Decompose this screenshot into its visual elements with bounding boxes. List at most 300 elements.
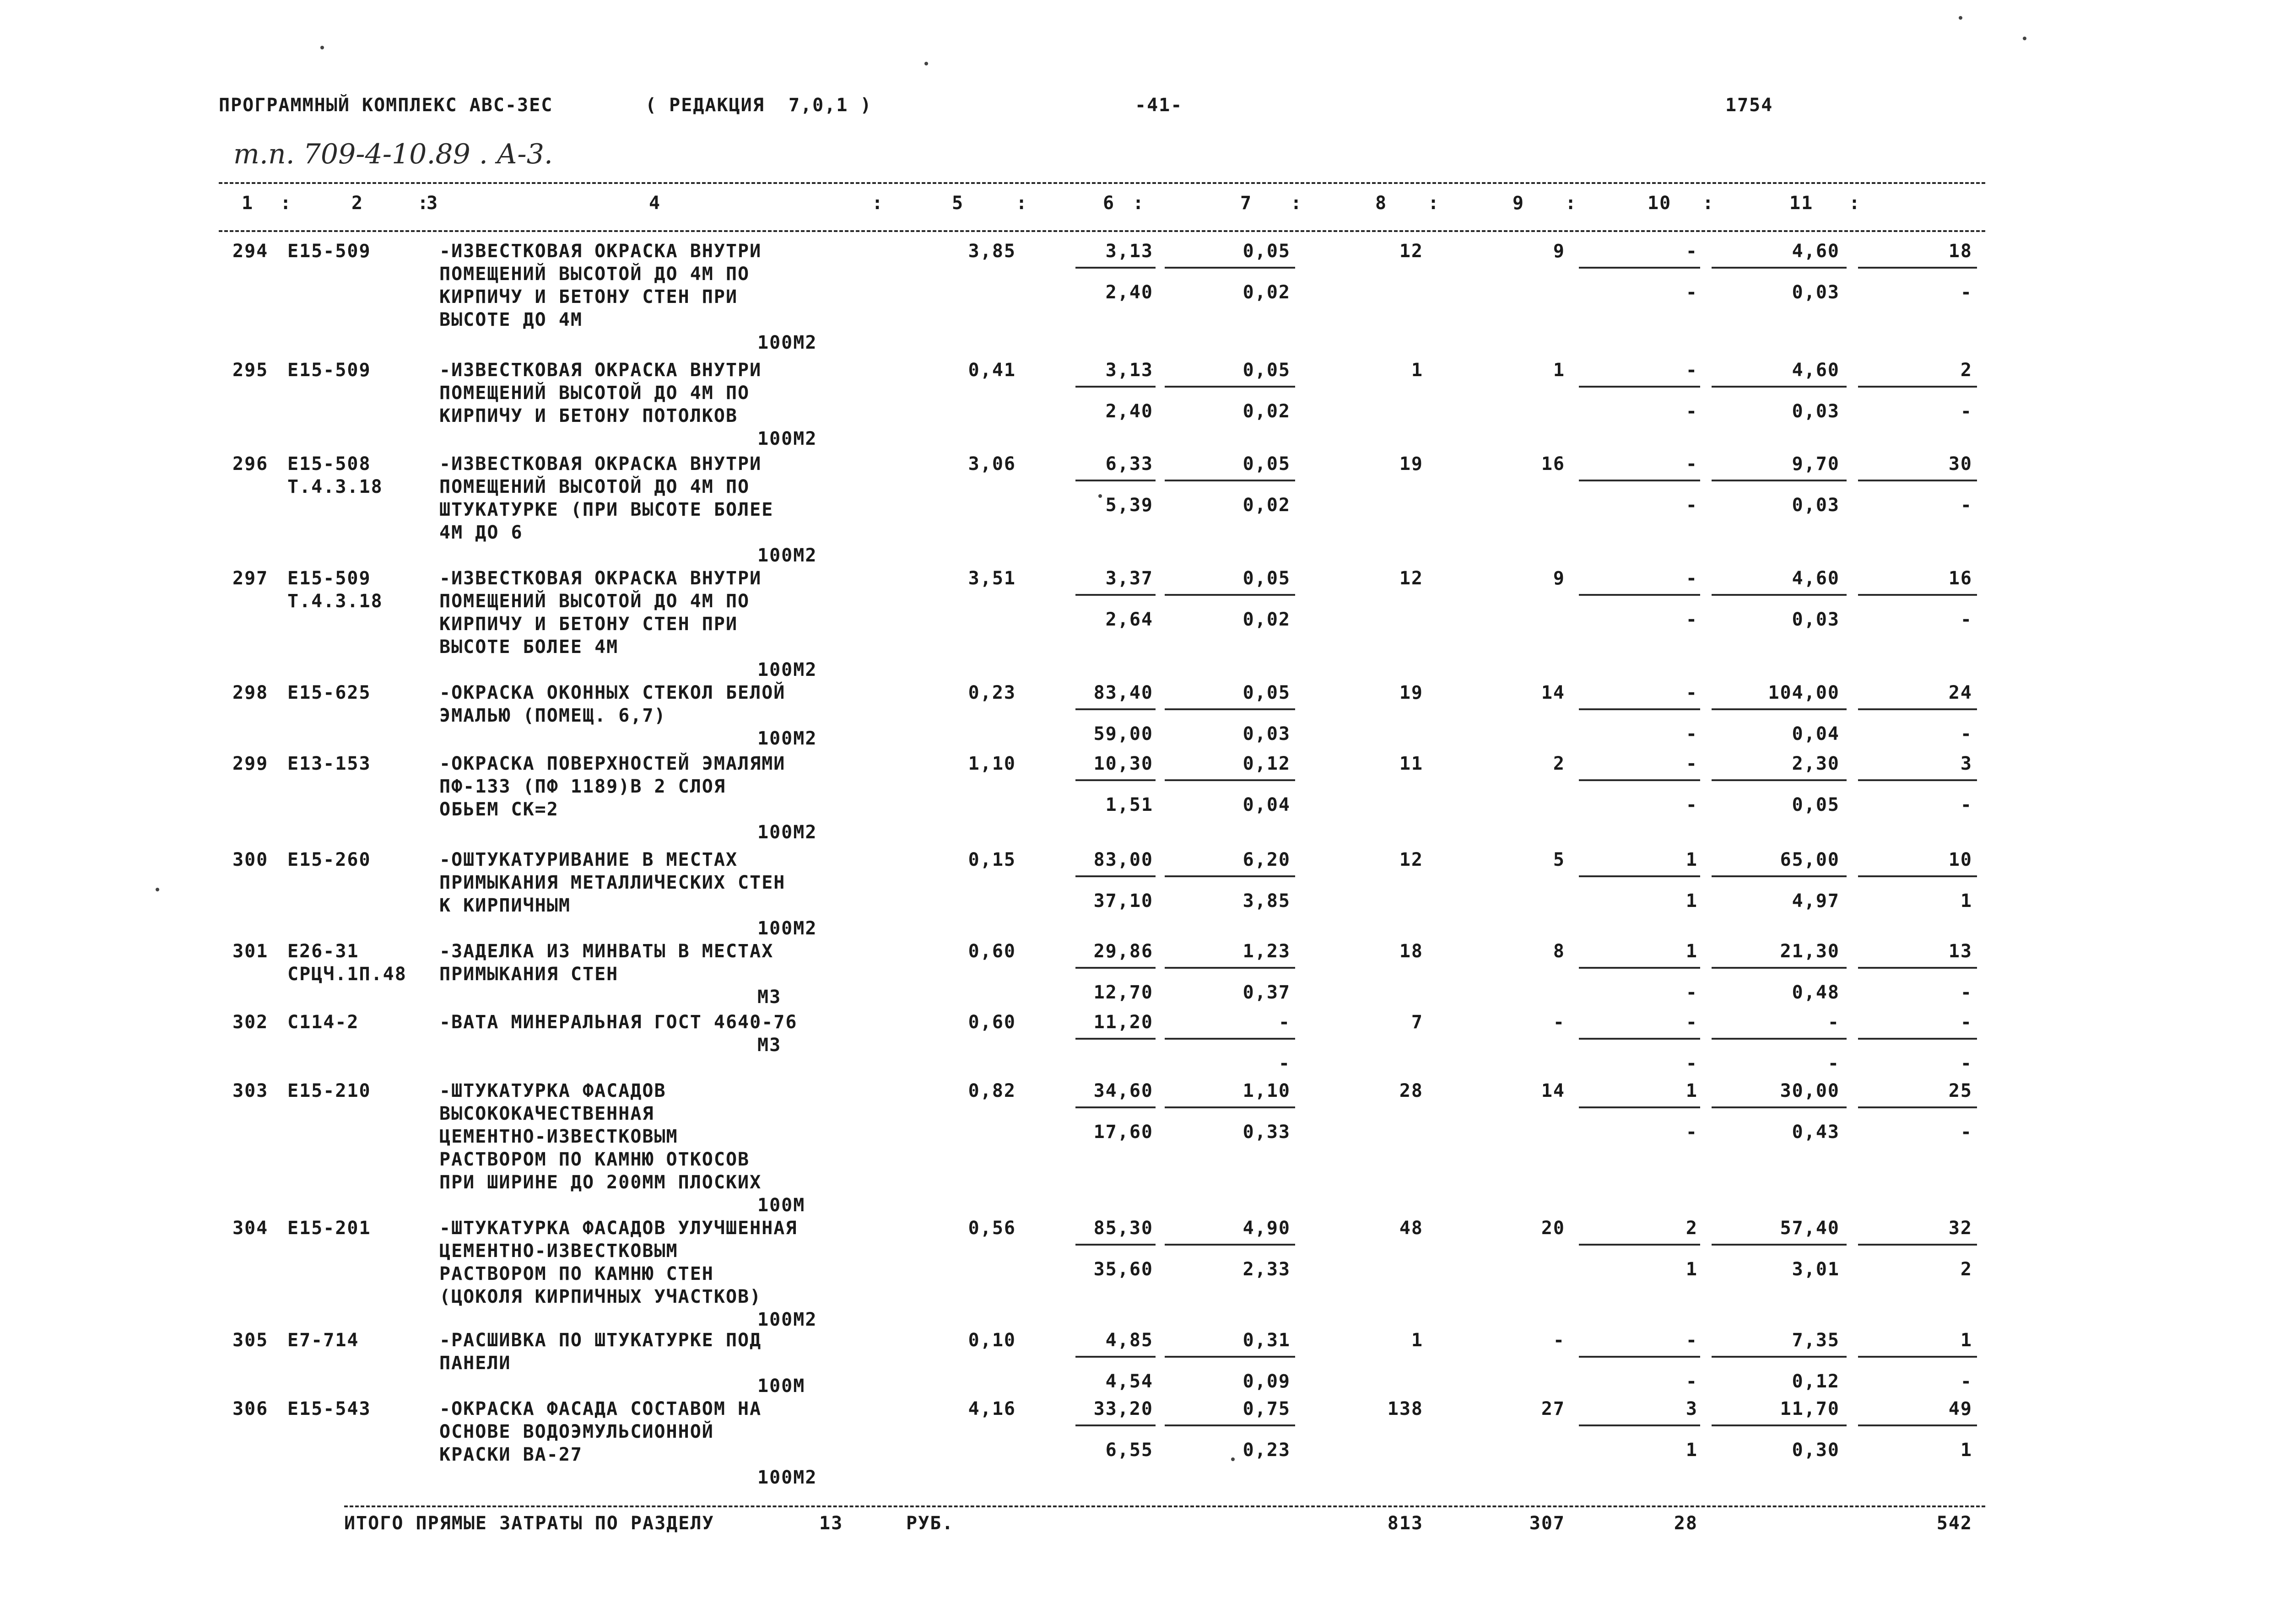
labor-total-machine: -	[1960, 1122, 1972, 1143]
labor-per-unit-machine: 0,05	[1792, 794, 1840, 815]
fraction-rule	[1579, 708, 1700, 710]
column-separator: :	[1849, 193, 1861, 214]
quantity: 0,15	[968, 849, 1016, 870]
fraction-rule	[1165, 386, 1295, 388]
quantity: 3,06	[968, 453, 1016, 475]
machine-wages-total: -	[1685, 401, 1698, 422]
rate-code: Е15-201	[287, 1218, 371, 1239]
work-description: ПАНЕЛИ	[439, 1353, 511, 1374]
fraction-rule	[1712, 1106, 1847, 1108]
total-cost-sum: 813	[1387, 1513, 1423, 1534]
scan-speck	[924, 62, 928, 65]
labor-total-machine: 1	[1960, 1440, 1972, 1461]
total-cost: 48	[1399, 1218, 1423, 1239]
rate-code: Е15-625	[287, 682, 371, 703]
row-number: 295	[232, 360, 269, 381]
labor-total: 25	[1948, 1080, 1972, 1101]
machine-wages-total: -	[1685, 723, 1698, 745]
scan-speck	[1231, 1457, 1235, 1461]
column-number: 11	[1789, 193, 1814, 214]
cost-per-unit: 29,86	[1093, 941, 1153, 962]
labor-per-unit: 65,00	[1780, 849, 1840, 870]
cost-per-unit: 34,60	[1093, 1080, 1153, 1101]
cost-per-unit-wages: 6,55	[1105, 1440, 1153, 1461]
machine-total: -	[1685, 1012, 1698, 1033]
work-description: -ШТУКАТУРКА ФАСАДОВ	[439, 1080, 666, 1101]
wages-total: 14	[1541, 682, 1565, 703]
total-cost: 28	[1399, 1080, 1423, 1101]
cost-per-unit: 83,40	[1093, 682, 1153, 703]
quantity: 0,23	[968, 682, 1016, 703]
row-number: 294	[232, 241, 269, 262]
fraction-rule	[1712, 1356, 1847, 1358]
cost-per-unit-wages: 12,70	[1093, 982, 1153, 1003]
machine-total: -	[1685, 753, 1698, 774]
fraction-rule	[1579, 386, 1700, 388]
rate-code: Т.4.3.18	[287, 591, 383, 612]
cost-per-unit: 3,13	[1105, 241, 1153, 262]
cost-per-unit: 85,30	[1093, 1218, 1153, 1239]
wages-total: 1	[1553, 360, 1565, 381]
unit-of-measure: 100М2	[757, 1309, 817, 1330]
row-number: 301	[232, 941, 269, 962]
fraction-rule	[1712, 1038, 1847, 1040]
column-number: 3	[427, 193, 439, 214]
unit-of-measure: 100М2	[757, 545, 817, 566]
total-cost: 7	[1411, 1012, 1423, 1033]
wages-total: -	[1553, 1330, 1565, 1351]
unit-of-measure: 100М2	[757, 428, 817, 449]
project-reference: т.п. 709-4-10.89 . А-3.	[233, 138, 553, 170]
quantity: 0,41	[968, 360, 1016, 381]
unit-of-measure: 100М2	[757, 728, 817, 749]
rate-code: СРЦЧ.1П.48	[287, 964, 407, 985]
fraction-rule	[1165, 1244, 1295, 1246]
machine-total: 1	[1685, 941, 1698, 962]
column-separator: :	[1565, 193, 1577, 214]
cost-per-unit-wages: 5,39	[1105, 495, 1153, 516]
labor-per-unit: 7,35	[1792, 1330, 1840, 1351]
machine-wages-total: -	[1685, 282, 1698, 303]
work-description: КИРПИЧУ И БЕТОНУ СТЕН ПРИ	[439, 614, 738, 635]
unit-of-measure: М3	[757, 1035, 782, 1056]
labor-total-machine: -	[1960, 723, 1972, 745]
work-description: КИРПИЧУ И БЕТОНУ ПОТОЛКОВ	[439, 405, 738, 426]
fraction-rule	[1579, 1244, 1700, 1246]
scan-speck	[1959, 16, 1962, 20]
work-description: ЦЕМЕНТНО-ИЗВЕСТКОВЫМ	[439, 1126, 678, 1147]
machine-cost: 4,90	[1242, 1218, 1291, 1239]
machine-cost-wages: 0,09	[1242, 1371, 1291, 1392]
fraction-rule	[1858, 875, 1977, 877]
fraction-rule	[1712, 594, 1847, 596]
machine-cost: 0,31	[1242, 1330, 1291, 1351]
fraction-rule	[1579, 1356, 1700, 1358]
work-description: ЭМАЛЬЮ (ПОМЕЩ. 6,7)	[439, 705, 666, 726]
labor-per-unit: -	[1827, 1012, 1840, 1033]
work-description: ВЫСОТЕ ДО 4М	[439, 309, 583, 330]
machine-cost: 0,05	[1242, 453, 1291, 475]
work-description: РАСТВОРОМ ПО КАМНЮ ОТКОСОВ	[439, 1149, 750, 1170]
quantity: 0,60	[968, 1012, 1016, 1033]
fraction-rule	[1712, 967, 1847, 969]
work-description: ПФ-133 (ПФ 1189)В 2 СЛОЯ	[439, 776, 726, 797]
work-description: ВЫСОТЕ БОЛЕЕ 4М	[439, 637, 619, 658]
labor-per-unit-machine: 0,03	[1792, 401, 1840, 422]
machine-cost-wages: 0,37	[1242, 982, 1291, 1003]
machine-cost-wages: 0,33	[1242, 1122, 1291, 1143]
machine-total: -	[1685, 568, 1698, 589]
fraction-rule	[1165, 708, 1295, 710]
total-cost: 18	[1399, 941, 1423, 962]
fraction-rule	[1579, 1038, 1700, 1040]
machine-cost-wages: 0,23	[1242, 1440, 1291, 1461]
total-cost: 12	[1399, 241, 1423, 262]
row-number: 298	[232, 682, 269, 703]
work-description: -ИЗВЕСТКОВАЯ ОКРАСКА ВНУТРИ	[439, 453, 762, 475]
labor-per-unit: 4,60	[1792, 360, 1840, 381]
quantity: 1,10	[968, 753, 1016, 774]
rate-code: Е7-714	[287, 1330, 359, 1351]
machine-cost-wages: 0,02	[1242, 495, 1291, 516]
header-rule-top	[219, 182, 1985, 184]
document-code: 1754	[1725, 95, 1773, 116]
labor-total: 49	[1948, 1398, 1972, 1419]
rate-code: Е26-31	[287, 941, 359, 962]
labor-per-unit-machine: 0,12	[1792, 1371, 1840, 1392]
machine-cost: 1,23	[1242, 941, 1291, 962]
fraction-rule	[1858, 708, 1977, 710]
labor-per-unit: 4,60	[1792, 241, 1840, 262]
labor-per-unit-machine: 4,97	[1792, 890, 1840, 912]
rate-code: С114-2	[287, 1012, 359, 1033]
labor-total: 13	[1948, 941, 1972, 962]
machine-wages-total: -	[1685, 495, 1698, 516]
labor-total-machine: -	[1960, 282, 1972, 303]
work-description: (ЦОКОЛЯ КИРПИЧНЫХ УЧАСТКОВ)	[439, 1286, 762, 1307]
fraction-rule	[1858, 480, 1977, 481]
fraction-rule	[1712, 386, 1847, 388]
page-number: -41-	[1135, 95, 1183, 116]
scan-speck	[2023, 37, 2026, 40]
column-separator: :	[1133, 193, 1145, 214]
labor-per-unit-machine: 0,03	[1792, 495, 1840, 516]
machine-total: 1	[1685, 1080, 1698, 1101]
edition-label: ( РЕДАКЦИЯ 7,0,1 )	[645, 95, 872, 116]
quantity: 0,56	[968, 1218, 1016, 1239]
work-description: ОБЬЕМ СК=2	[439, 799, 559, 820]
column-number: 10	[1648, 193, 1672, 214]
cost-per-unit-wages: 59,00	[1093, 723, 1153, 745]
labor-per-unit: 21,30	[1780, 941, 1840, 962]
fraction-rule	[1858, 1356, 1977, 1358]
cost-per-unit: 11,20	[1093, 1012, 1153, 1033]
labor-total: 16	[1948, 568, 1972, 589]
machine-cost-wages: 0,02	[1242, 401, 1291, 422]
labor-total: -	[1960, 1012, 1972, 1033]
work-description: КРАСКИ ВА-27	[439, 1444, 583, 1465]
cost-per-unit-wages: 1,51	[1105, 794, 1153, 815]
currency-label: РУБ.	[906, 1513, 954, 1534]
machine-wages-total: -	[1685, 1053, 1698, 1074]
wages-total: 20	[1541, 1218, 1565, 1239]
fraction-rule	[1075, 875, 1156, 877]
machine-wages-total: -	[1685, 982, 1698, 1003]
fraction-rule	[1579, 1106, 1700, 1108]
column-separator: :	[1291, 193, 1303, 214]
work-description: ЦЕМЕНТНО-ИЗВЕСТКОВЫМ	[439, 1241, 678, 1262]
fraction-rule	[1165, 1106, 1295, 1108]
labor-total: 10	[1948, 849, 1972, 870]
fraction-rule	[1712, 480, 1847, 481]
machine-cost-wages: 3,85	[1242, 890, 1291, 912]
column-separator: :	[1702, 193, 1715, 214]
work-description: ОСНОВЕ ВОДОЭМУЛЬСИОННОЙ	[439, 1421, 714, 1442]
machine-wages-total: 1	[1685, 1440, 1698, 1461]
cost-per-unit-wages: 4,54	[1105, 1371, 1153, 1392]
wages-total: 5	[1553, 849, 1565, 870]
machine-cost: 0,75	[1242, 1398, 1291, 1419]
work-description: ШТУКАТУРКЕ (ПРИ ВЫСОТЕ БОЛЕЕ	[439, 499, 774, 520]
labor-per-unit-machine: 0,43	[1792, 1122, 1840, 1143]
labor-per-unit-machine: 0,48	[1792, 982, 1840, 1003]
total-cost: 1	[1411, 360, 1423, 381]
fraction-rule	[1165, 1038, 1295, 1040]
machine-cost-wages: 0,04	[1242, 794, 1291, 815]
fraction-rule	[1858, 1244, 1977, 1246]
rate-code: Е15-509	[287, 241, 371, 262]
machine-cost-wages: 0,03	[1242, 723, 1291, 745]
labor-per-unit-machine: 0,03	[1792, 609, 1840, 630]
machine-cost: 0,12	[1242, 753, 1291, 774]
header-rule-bottom	[219, 230, 1985, 232]
fraction-rule	[1858, 967, 1977, 969]
column-number: 9	[1513, 193, 1525, 214]
fraction-rule	[1858, 594, 1977, 596]
quantity: 0,10	[968, 1330, 1016, 1351]
unit-of-measure: 100М2	[757, 659, 817, 680]
work-description: ПРИ ШИРИНЕ ДО 200ММ ПЛОСКИХ	[439, 1172, 762, 1193]
rate-code: Е15-509	[287, 360, 371, 381]
fraction-rule	[1075, 708, 1156, 710]
rate-code: Е15-210	[287, 1080, 371, 1101]
work-description: К КИРПИЧНЫМ	[439, 895, 571, 916]
fraction-rule	[1075, 1106, 1156, 1108]
labor-total: 32	[1948, 1218, 1972, 1239]
fraction-rule	[1075, 594, 1156, 596]
fraction-rule	[1579, 1424, 1700, 1426]
column-number: 6	[1103, 193, 1115, 214]
fraction-rule	[1165, 480, 1295, 481]
wages-total: 9	[1553, 568, 1565, 589]
unit-of-measure: 100М2	[757, 1467, 817, 1488]
fraction-rule	[1579, 967, 1700, 969]
labor-total-machine: -	[1960, 794, 1972, 815]
machine-cost: 6,20	[1242, 849, 1291, 870]
labor-per-unit-machine: 3,01	[1792, 1259, 1840, 1280]
rate-code: Е15-509	[287, 568, 371, 589]
column-separator: :	[872, 193, 884, 214]
fraction-rule	[1165, 779, 1295, 781]
wages-total: 27	[1541, 1398, 1565, 1419]
labor-per-unit-machine: 0,04	[1792, 723, 1840, 745]
scan-speck	[156, 888, 159, 891]
fraction-rule	[1165, 1356, 1295, 1358]
row-number: 300	[232, 849, 269, 870]
machine-total: 2	[1685, 1218, 1698, 1239]
labor-total-machine: 1	[1960, 890, 1972, 912]
fraction-rule	[1579, 480, 1700, 481]
fraction-rule	[1858, 386, 1977, 388]
work-description: РАСТВОРОМ ПО КАМНЮ СТЕН	[439, 1263, 714, 1284]
rate-code: Е13-153	[287, 753, 371, 774]
work-description: -РАСШИВКА ПО ШТУКАТУРКЕ ПОД	[439, 1330, 762, 1351]
program-title: ПРОГРАММНЫЙ КОМПЛЕКС АВС-3ЕС	[219, 95, 553, 116]
fraction-rule	[1165, 875, 1295, 877]
cost-per-unit: 33,20	[1093, 1398, 1153, 1419]
machine-cost-wages: -	[1278, 1053, 1291, 1074]
fraction-rule	[1075, 480, 1156, 481]
scan-speck	[1098, 494, 1102, 498]
fraction-rule	[1858, 267, 1977, 269]
fraction-rule	[1075, 386, 1156, 388]
machine-total: -	[1685, 1330, 1698, 1351]
fraction-rule	[1165, 267, 1295, 269]
fraction-rule	[1712, 875, 1847, 877]
work-description: -ИЗВЕСТКОВАЯ ОКРАСКА ВНУТРИ	[439, 241, 762, 262]
fraction-rule	[1075, 1356, 1156, 1358]
fraction-rule	[1712, 779, 1847, 781]
labor-total-machine: 2	[1960, 1259, 1972, 1280]
total-cost: 12	[1399, 849, 1423, 870]
fraction-rule	[1579, 267, 1700, 269]
total-cost: 1	[1411, 1330, 1423, 1351]
work-description: -ЗАДЕЛКА ИЗ МИНВАТЫ В МЕСТАХ	[439, 941, 774, 962]
labor-total-machine: -	[1960, 982, 1972, 1003]
fraction-rule	[1712, 1244, 1847, 1246]
fraction-rule	[1858, 1106, 1977, 1108]
labor-total-machine: -	[1960, 401, 1972, 422]
total-label: ИТОГО ПРЯМЫЕ ЗАТРАТЫ ПО РАЗДЕЛУ	[344, 1513, 714, 1534]
labor-sum: 542	[1936, 1513, 1972, 1534]
work-description: -ИЗВЕСТКОВАЯ ОКРАСКА ВНУТРИ	[439, 568, 762, 589]
cost-per-unit: 10,30	[1093, 753, 1153, 774]
total-cost: 12	[1399, 568, 1423, 589]
unit-of-measure: 100М	[757, 1376, 805, 1397]
machine-cost: 0,05	[1242, 360, 1291, 381]
machine-total: -	[1685, 682, 1698, 703]
fraction-rule	[1858, 779, 1977, 781]
work-description: ПРИМЫКАНИЯ МЕТАЛЛИЧЕСКИХ СТЕН	[439, 872, 786, 893]
work-description: ПОМЕЩЕНИЙ ВЫСОТОЙ ДО 4М ПО	[439, 264, 750, 285]
fraction-rule	[1075, 779, 1156, 781]
cost-per-unit-wages: 2,40	[1105, 282, 1153, 303]
fraction-rule	[1075, 1424, 1156, 1426]
machine-sum: 28	[1674, 1513, 1698, 1534]
labor-total: 3	[1960, 753, 1972, 774]
fraction-rule	[1712, 267, 1847, 269]
quantity: 3,51	[968, 568, 1016, 589]
work-description: ПОМЕЩЕНИЙ ВЫСОТОЙ ДО 4М ПО	[439, 383, 750, 404]
quantity: 3,85	[968, 241, 1016, 262]
machine-cost: 0,05	[1242, 568, 1291, 589]
fraction-rule	[1579, 779, 1700, 781]
machine-total: 1	[1685, 849, 1698, 870]
fraction-rule	[1712, 1424, 1847, 1426]
unit-of-measure: 100М	[757, 1195, 805, 1216]
machine-total: -	[1685, 453, 1698, 475]
work-description: -ОКРАСКА ОКОННЫХ СТЕКОЛ БЕЛОЙ	[439, 682, 786, 703]
fraction-rule	[1858, 1038, 1977, 1040]
rate-code: Е15-508	[287, 453, 371, 475]
row-number: 304	[232, 1218, 269, 1239]
work-description: ПОМЕЩЕНИЙ ВЫСОТОЙ ДО 4М ПО	[439, 476, 750, 497]
cost-per-unit: 83,00	[1093, 849, 1153, 870]
work-description: ПРИМЫКАНИЯ СТЕН	[439, 964, 619, 985]
labor-per-unit: 2,30	[1792, 753, 1840, 774]
fraction-rule	[1075, 1038, 1156, 1040]
machine-cost: 0,05	[1242, 241, 1291, 262]
wages-total: -	[1553, 1012, 1565, 1033]
fraction-rule	[1075, 967, 1156, 969]
work-description: -ВАТА МИНЕРАЛЬНАЯ ГОСТ 4640-76	[439, 1012, 798, 1033]
labor-per-unit-machine: -	[1827, 1053, 1840, 1074]
machine-cost: 0,05	[1242, 682, 1291, 703]
unit-of-measure: 100М2	[757, 332, 817, 353]
section-number: 13	[819, 1513, 843, 1534]
row-number: 306	[232, 1398, 269, 1419]
cost-per-unit: 4,85	[1105, 1330, 1153, 1351]
row-number: 305	[232, 1330, 269, 1351]
total-cost: 11	[1399, 753, 1423, 774]
rate-code: Е15-260	[287, 849, 371, 870]
machine-total: -	[1685, 241, 1698, 262]
labor-per-unit-machine: 0,03	[1792, 282, 1840, 303]
column-number: 1	[242, 193, 254, 214]
fraction-rule	[1075, 1244, 1156, 1246]
cost-per-unit-wages: 17,60	[1093, 1122, 1153, 1143]
cost-per-unit: 6,33	[1105, 453, 1153, 475]
unit-of-measure: 100М2	[757, 822, 817, 843]
wages-total: 16	[1541, 453, 1565, 475]
work-description: ПОМЕЩЕНИЙ ВЫСОТОЙ ДО 4М ПО	[439, 591, 750, 612]
fraction-rule	[1858, 1424, 1977, 1426]
work-description: 4М ДО 6	[439, 522, 523, 543]
total-rule	[344, 1505, 1985, 1507]
cost-per-unit-wages: 2,64	[1105, 609, 1153, 630]
fraction-rule	[1165, 1424, 1295, 1426]
labor-total: 2	[1960, 360, 1972, 381]
column-number: 7	[1240, 193, 1253, 214]
labor-total-machine: -	[1960, 495, 1972, 516]
column-number: 5	[952, 193, 964, 214]
labor-per-unit: 30,00	[1780, 1080, 1840, 1101]
labor-per-unit: 9,70	[1792, 453, 1840, 475]
machine-total: 3	[1685, 1398, 1698, 1419]
scan-speck	[320, 46, 324, 49]
cost-per-unit: 3,37	[1105, 568, 1153, 589]
labor-per-unit: 11,70	[1780, 1398, 1840, 1419]
labor-per-unit: 4,60	[1792, 568, 1840, 589]
machine-cost-wages: 2,33	[1242, 1259, 1291, 1280]
row-number: 302	[232, 1012, 269, 1033]
column-separator: :	[280, 193, 292, 214]
labor-per-unit: 57,40	[1780, 1218, 1840, 1239]
labor-total-machine: -	[1960, 1053, 1972, 1074]
wages-sum: 307	[1529, 1513, 1565, 1534]
rate-code: Т.4.3.18	[287, 476, 383, 497]
labor-total-machine: -	[1960, 1371, 1972, 1392]
